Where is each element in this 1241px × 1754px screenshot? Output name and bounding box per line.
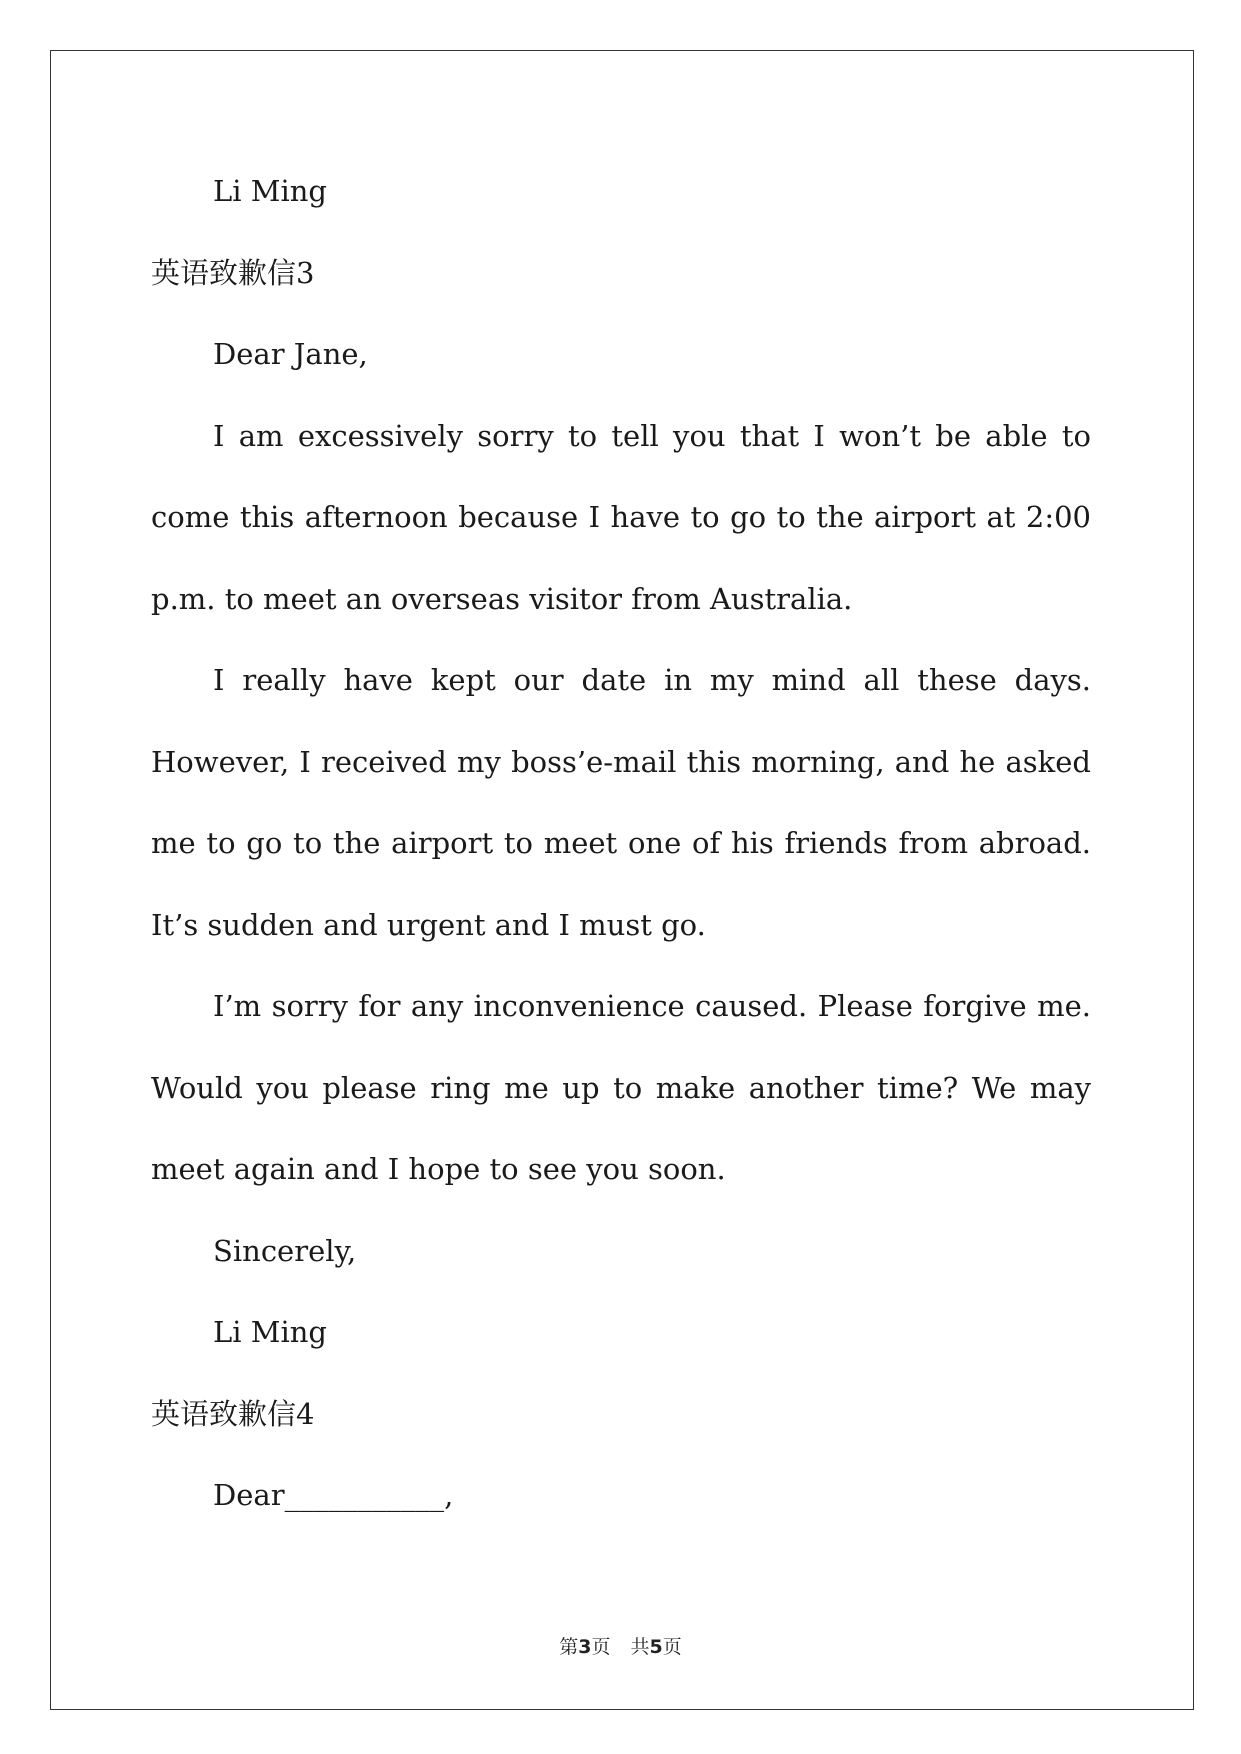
closing: Sincerely, — [213, 1233, 357, 1268]
footer-prefix: 第 — [559, 1636, 579, 1658]
section-heading: 英语致歉信4 — [151, 1396, 315, 1431]
body-paragraph: I am excessively sorry to tell you that I won’t be able to come this afternoon because I have to go to the airport at 2:00 p.m. to meet an overseas visitor from Australia. — [151, 418, 1091, 616]
total-pages-number: 5 — [649, 1636, 663, 1658]
section-heading: 英语致歉信3 — [151, 255, 315, 290]
salutation: Dear Jane, — [213, 337, 368, 371]
body-paragraph: I really have kept our date in my mind all these days. However, I received my boss’e-mail this morning, and he asked me to go to the airport to meet one of his friends from abroad. It’s sudden and urgent and I must go. — [151, 663, 1091, 942]
document-body — [151, 151, 1091, 1537]
footer-page-suffix: 页 — [591, 1636, 611, 1658]
footer-total-suffix: 页 — [662, 1636, 682, 1658]
page-footer — [0, 1632, 1241, 1659]
salutation: Dear___________, — [213, 1478, 454, 1512]
signature-name: Li Ming — [213, 174, 327, 208]
footer-total-prefix: 共 — [630, 1636, 650, 1658]
current-page-number: 3 — [578, 1636, 592, 1658]
signature-name: Li Ming — [213, 1315, 327, 1349]
body-paragraph: I’m sorry for any inconvenience caused. Please forgive me. Would you please ring me up to make another time? We may meet again and I hope to see you soon. — [151, 989, 1091, 1186]
